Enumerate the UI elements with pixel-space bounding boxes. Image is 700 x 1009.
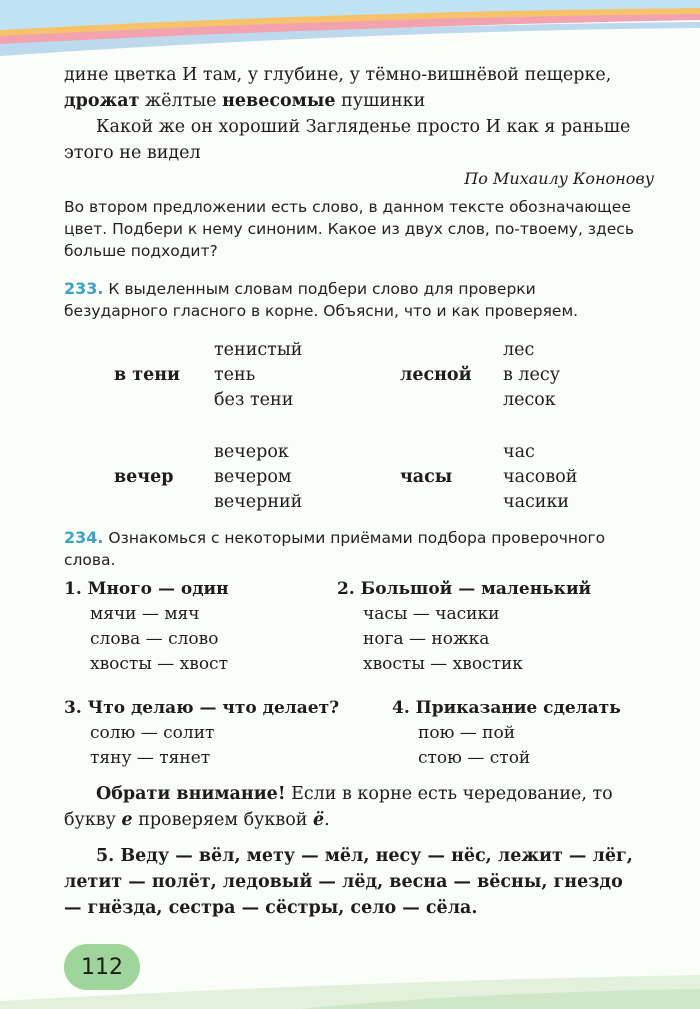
task-question: Во втором предложении есть слово, в данном тексте обозначающее цвет. Подбери к нему синоним. Какое из двух слов, по-твоему, здесь больше подходит?	[64, 198, 634, 260]
exercise-text: Ознакомься с некоторыми приёмами подбора проверочного слова.	[64, 529, 606, 569]
page-number: 112	[64, 944, 140, 990]
exercise-number: 233.	[64, 279, 104, 298]
word-head: вечер	[114, 467, 174, 487]
word-head: часы	[400, 467, 453, 487]
exercise-234	[64, 527, 644, 571]
method-group-4: 4. Приказание сделать пою — пой стою — стой	[392, 698, 621, 768]
method-group-2: 2. Большой — маленький часы — часики нога — ножка хвосты — хвостик	[337, 579, 592, 674]
exercise-233	[64, 278, 644, 322]
attention-note: Обрати внимание! Если в корне есть чередование, то букву е проверяем буквой ё.	[64, 784, 613, 830]
passage-paragraph-2: Какой же он хороший Загляденье просто И как я раньше этого не видел	[64, 117, 631, 163]
word-list: вечерок вечером вечерний	[214, 442, 303, 512]
passage-paragraph-1: дине цветка И там, у глубине, у тёмно-вишнёвой пещерке, дрожат жёлтые невесомые пушинки	[64, 65, 612, 111]
exercise-number: 234.	[64, 528, 104, 547]
word-head: лесной	[400, 365, 472, 385]
word-list: тенистый тень без тени	[214, 340, 303, 410]
exercise-text: К выделенным словам подбери слово для проверки безударного гласного в корне. Объясни, что и как проверяем.	[64, 280, 579, 320]
method-group-1: 1. Много — один мячи — мяч слова — слово хвосты — хвост	[64, 579, 229, 674]
word-list: час часовой часики	[503, 442, 578, 512]
top-decoration	[0, 0, 700, 70]
method-group-3: 3. Что делаю — что делает? солю — солит тяну — тянет	[64, 698, 340, 768]
word-head: в тени	[114, 365, 181, 385]
word-list: лес в лесу лесок	[503, 340, 560, 410]
method-group-5: 5. Веду — вёл, мету — мёл, несу — нёс, лежит — лёг, летит — полёт, ледовый — лёд, весна — вёсны, гнездо — гнёзда, сестра — сёстры, село — сёла.	[64, 846, 633, 918]
author-attribution: По Михаилу Кононову	[464, 169, 654, 188]
